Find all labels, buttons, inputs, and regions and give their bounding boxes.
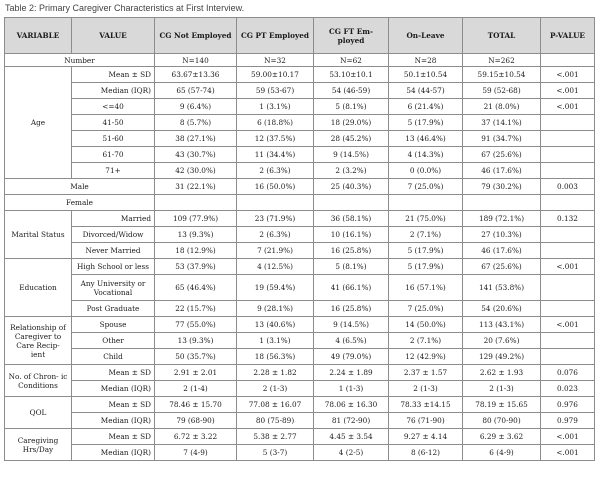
data-cell (541, 163, 595, 179)
data-cell: 54 (20.6%) (463, 301, 541, 317)
table-row (5, 317, 595, 333)
data-cell: 77.08 ± 16.07 (237, 397, 314, 413)
data-cell: 9.27 ± 4.14 (389, 429, 463, 445)
data-cell (237, 195, 314, 211)
data-cell: 16 (57.1%) (389, 275, 463, 301)
data-cell: 59 (53-67) (237, 83, 314, 99)
table-row (5, 54, 595, 67)
value-cell: 71+ (72, 163, 155, 179)
data-cell (541, 147, 595, 163)
variable-cell: Relationship of Caregiver to Care Recip- ient (5, 317, 72, 365)
data-cell: 46 (17.6%) (463, 163, 541, 179)
table-row (5, 333, 595, 349)
data-cell: 91 (34.7%) (463, 131, 541, 147)
data-cell: 67 (25.6%) (463, 259, 541, 275)
data-cell: 4 (12.5%) (237, 259, 314, 275)
data-cell: 13 (40.6%) (237, 317, 314, 333)
table-row (5, 381, 595, 397)
data-cell: 7 (25.0%) (389, 179, 463, 195)
data-cell: N=140 (155, 54, 237, 67)
data-cell: <.001 (541, 67, 595, 83)
data-cell: 63.67±13.36 (155, 67, 237, 83)
data-cell: 5.38 ± 2.77 (237, 429, 314, 445)
value-cell: Divorced/Widow (72, 227, 155, 243)
data-cell: 46 (17.6%) (463, 243, 541, 259)
value-cell: 41-50 (72, 115, 155, 131)
data-cell: N=62 (314, 54, 389, 67)
data-cell: 0.132 (541, 211, 595, 227)
data-cell: 4 (14.3%) (389, 147, 463, 163)
table-row (5, 99, 595, 115)
data-cell: 20 (7.6%) (463, 333, 541, 349)
data-cell: 25 (40.3%) (314, 179, 389, 195)
data-cell: 23 (71.9%) (237, 211, 314, 227)
data-cell: 67 (25.6%) (463, 147, 541, 163)
data-cell: 41 (66.1%) (314, 275, 389, 301)
data-cell: 5 (8.1%) (314, 99, 389, 115)
data-cell: 6 (21.4%) (389, 99, 463, 115)
data-cell: 54 (44-57) (389, 83, 463, 99)
data-cell: 2.37 ± 1.57 (389, 365, 463, 381)
data-cell: 7 (21.9%) (237, 243, 314, 259)
table-row (5, 413, 595, 429)
data-cell: 9 (6.4%) (155, 99, 237, 115)
table-row (5, 147, 595, 163)
variable-cell: Marital Status (5, 211, 72, 259)
data-cell: 79 (30.2%) (463, 179, 541, 195)
data-cell: 0.979 (541, 413, 595, 429)
data-cell: 0.076 (541, 365, 595, 381)
table-row (5, 179, 595, 195)
data-cell (314, 195, 389, 211)
data-cell: 2.28 ± 1.82 (237, 365, 314, 381)
value-cell: Spouse (72, 317, 155, 333)
data-cell: 76 (71-90) (389, 413, 463, 429)
data-cell: 2.62 ± 1.93 (463, 365, 541, 381)
data-cell: 8 (5.7%) (155, 115, 237, 131)
data-cell: 5 (17.9%) (389, 243, 463, 259)
data-cell: <.001 (541, 429, 595, 445)
table-row (5, 445, 595, 461)
data-cell: 80 (75-89) (237, 413, 314, 429)
variable-cell: QOL (5, 397, 72, 429)
data-cell: 129 (49.2%) (463, 349, 541, 365)
value-cell: Married (72, 211, 155, 227)
data-cell: 28 (45.2%) (314, 131, 389, 147)
data-cell: 13 (46.4%) (389, 131, 463, 147)
data-cell: 79 (68-90) (155, 413, 237, 429)
table-row (5, 195, 595, 211)
data-cell: 2.91 ± 2.01 (155, 365, 237, 381)
data-cell: 11 (34.4%) (237, 147, 314, 163)
data-cell: 21 (8.0%) (463, 99, 541, 115)
data-cell: 9 (14.5%) (314, 317, 389, 333)
data-cell: 7 (25.0%) (389, 301, 463, 317)
data-cell: 16 (25.8%) (314, 243, 389, 259)
data-cell: <.001 (541, 259, 595, 275)
variable-cell: Female (5, 195, 155, 211)
value-cell: Child (72, 349, 155, 365)
data-cell: 5 (17.9%) (389, 259, 463, 275)
table-row (5, 131, 595, 147)
data-cell: 5 (8.1%) (314, 259, 389, 275)
table-caption: Table 2: Primary Caregiver Characteristics at First Interview. (5, 3, 245, 13)
value-cell: Never Married (72, 243, 155, 259)
data-cell: 81 (72-90) (314, 413, 389, 429)
data-cell (541, 243, 595, 259)
header-row (5, 18, 595, 54)
value-cell: Median (IQR) (72, 445, 155, 461)
variable-cell: Education (5, 259, 72, 317)
data-cell: 50 (35.7%) (155, 349, 237, 365)
table-row (5, 243, 595, 259)
data-cell: 65 (57-74) (155, 83, 237, 99)
data-cell: 36 (58.1%) (314, 211, 389, 227)
data-cell: 16 (50.0%) (237, 179, 314, 195)
data-cell: 2 (1-3) (463, 381, 541, 397)
table-row (5, 83, 595, 99)
data-cell: 38 (27.1%) (155, 131, 237, 147)
data-cell: 13 (9.3%) (155, 227, 237, 243)
data-cell: 12 (42.9%) (389, 349, 463, 365)
data-cell: 6.29 ± 3.62 (463, 429, 541, 445)
value-cell: 61-70 (72, 147, 155, 163)
data-cell: 49 (79.0%) (314, 349, 389, 365)
value-cell: Mean ± SD (72, 67, 155, 83)
data-cell: 9 (14.5%) (314, 147, 389, 163)
data-cell: 54 (46-59) (314, 83, 389, 99)
data-cell: 59.00±10.17 (237, 67, 314, 83)
data-cell: 21 (75.0%) (389, 211, 463, 227)
data-cell: 78.06 ± 16.30 (314, 397, 389, 413)
value-cell: High School or less (72, 259, 155, 275)
data-cell: 4 (6.5%) (314, 333, 389, 349)
data-cell: 1 (3.1%) (237, 333, 314, 349)
data-cell: 7 (4-9) (155, 445, 237, 461)
data-cell: 8 (6-12) (389, 445, 463, 461)
data-cell: 2 (7.1%) (389, 227, 463, 243)
table-row (5, 349, 595, 365)
data-cell: 19 (59.4%) (237, 275, 314, 301)
column-header: CG PT Employed (237, 18, 314, 54)
variable-cell: Age (5, 67, 72, 179)
data-cell: 65 (46.4%) (155, 275, 237, 301)
data-cell (389, 195, 463, 211)
data-cell (155, 195, 237, 211)
variable-cell: No. of Chron- ic Conditions (5, 365, 72, 397)
variable-cell: Caregiving Hrs/Day (5, 429, 72, 461)
data-cell: 12 (37.5%) (237, 131, 314, 147)
data-cell: 16 (25.8%) (314, 301, 389, 317)
table-row (5, 227, 595, 243)
column-header: On-Leave (389, 18, 463, 54)
data-cell: 0 (0.0%) (389, 163, 463, 179)
data-cell: 53.10±10.1 (314, 67, 389, 83)
value-cell: Median (IQR) (72, 381, 155, 397)
data-cell: 189 (72.1%) (463, 211, 541, 227)
data-cell: 78.19 ± 15.65 (463, 397, 541, 413)
data-cell: 6.72 ± 3.22 (155, 429, 237, 445)
data-cell: <.001 (541, 83, 595, 99)
data-cell: 0.023 (541, 381, 595, 397)
data-cell: 5 (3-7) (237, 445, 314, 461)
data-cell: 5 (17.9%) (389, 115, 463, 131)
data-cell (541, 275, 595, 301)
data-cell: 42 (30.0%) (155, 163, 237, 179)
data-cell: 10 (16.1%) (314, 227, 389, 243)
data-cell: N=28 (389, 54, 463, 67)
column-header: VALUE (72, 18, 155, 54)
data-cell: 22 (15.7%) (155, 301, 237, 317)
value-cell: Post Graduate (72, 301, 155, 317)
data-cell: 43 (30.7%) (155, 147, 237, 163)
data-cell: 13 (9.3%) (155, 333, 237, 349)
data-cell: 59 (52-68) (463, 83, 541, 99)
data-cell: 37 (14.1%) (463, 115, 541, 131)
data-cell: <.001 (541, 317, 595, 333)
data-cell: 1 (3.1%) (237, 99, 314, 115)
table-row (5, 259, 595, 275)
data-cell: 6 (4-9) (463, 445, 541, 461)
data-cell: 14 (50.0%) (389, 317, 463, 333)
value-cell: 51-60 (72, 131, 155, 147)
data-cell: 18 (12.9%) (155, 243, 237, 259)
data-cell: 27 (10.3%) (463, 227, 541, 243)
data-cell: 78.33 ±14.15 (389, 397, 463, 413)
data-cell: 9 (28.1%) (237, 301, 314, 317)
value-cell: Mean ± SD (72, 429, 155, 445)
data-cell (463, 195, 541, 211)
data-cell: 18 (56.3%) (237, 349, 314, 365)
data-cell: 78.46 ± 15.70 (155, 397, 237, 413)
data-cell: 4 (2-5) (314, 445, 389, 461)
table-row (5, 115, 595, 131)
table-row (5, 67, 595, 83)
data-cell (541, 195, 595, 211)
data-cell: 80 (70-90) (463, 413, 541, 429)
data-cell (541, 115, 595, 131)
data-cell: 50.1±10.54 (389, 67, 463, 83)
data-cell: 53 (37.9%) (155, 259, 237, 275)
variable-cell: Number (5, 54, 155, 67)
value-cell: Any University or Vocational (72, 275, 155, 301)
data-cell: 2.24 ± 1.89 (314, 365, 389, 381)
data-cell: 77 (55.0%) (155, 317, 237, 333)
column-header: CG FT Em- ployed (314, 18, 389, 54)
data-cell: 2 (6.3%) (237, 163, 314, 179)
data-cell: 2 (6.3%) (237, 227, 314, 243)
table-row (5, 163, 595, 179)
data-cell: <.001 (541, 445, 595, 461)
data-cell (541, 333, 595, 349)
data-cell (541, 227, 595, 243)
data-cell: 2 (1-4) (155, 381, 237, 397)
data-cell (541, 349, 595, 365)
data-cell: 6 (18.8%) (237, 115, 314, 131)
value-cell: Median (IQR) (72, 413, 155, 429)
data-cell: 109 (77.9%) (155, 211, 237, 227)
value-cell: Other (72, 333, 155, 349)
table-row (5, 365, 595, 381)
value-cell: Mean ± SD (72, 397, 155, 413)
variable-cell: Male (5, 179, 155, 195)
data-cell: 0.003 (541, 179, 595, 195)
data-cell: 2 (3.2%) (314, 163, 389, 179)
table-row (5, 397, 595, 413)
table-row (5, 429, 595, 445)
column-header: VARIABLE (5, 18, 72, 54)
data-cell: 141 (53.8%) (463, 275, 541, 301)
data-cell: N=262 (463, 54, 541, 67)
caregiver-characteristics-table (4, 17, 595, 461)
table-row (5, 211, 595, 227)
data-cell: 18 (29.0%) (314, 115, 389, 131)
data-cell (541, 301, 595, 317)
data-cell: 2 (1-3) (237, 381, 314, 397)
value-cell: Median (IQR) (72, 83, 155, 99)
column-header: P-VALUE (541, 18, 595, 54)
table-row (5, 275, 595, 301)
column-header: TOTAL (463, 18, 541, 54)
data-cell: 31 (22.1%) (155, 179, 237, 195)
table-row (5, 301, 595, 317)
value-cell: <=40 (72, 99, 155, 115)
data-cell (541, 54, 595, 67)
data-cell: <.001 (541, 99, 595, 115)
data-cell: N=32 (237, 54, 314, 67)
data-cell: 4.45 ± 3.54 (314, 429, 389, 445)
data-cell: 2 (7.1%) (389, 333, 463, 349)
data-cell: 2 (1-3) (389, 381, 463, 397)
data-cell (541, 131, 595, 147)
data-cell: 59.15±10.54 (463, 67, 541, 83)
value-cell: Mean ± SD (72, 365, 155, 381)
column-header: CG Not Employed (155, 18, 237, 54)
data-cell: 1 (1-3) (314, 381, 389, 397)
data-cell: 113 (43.1%) (463, 317, 541, 333)
data-cell: 0.976 (541, 397, 595, 413)
